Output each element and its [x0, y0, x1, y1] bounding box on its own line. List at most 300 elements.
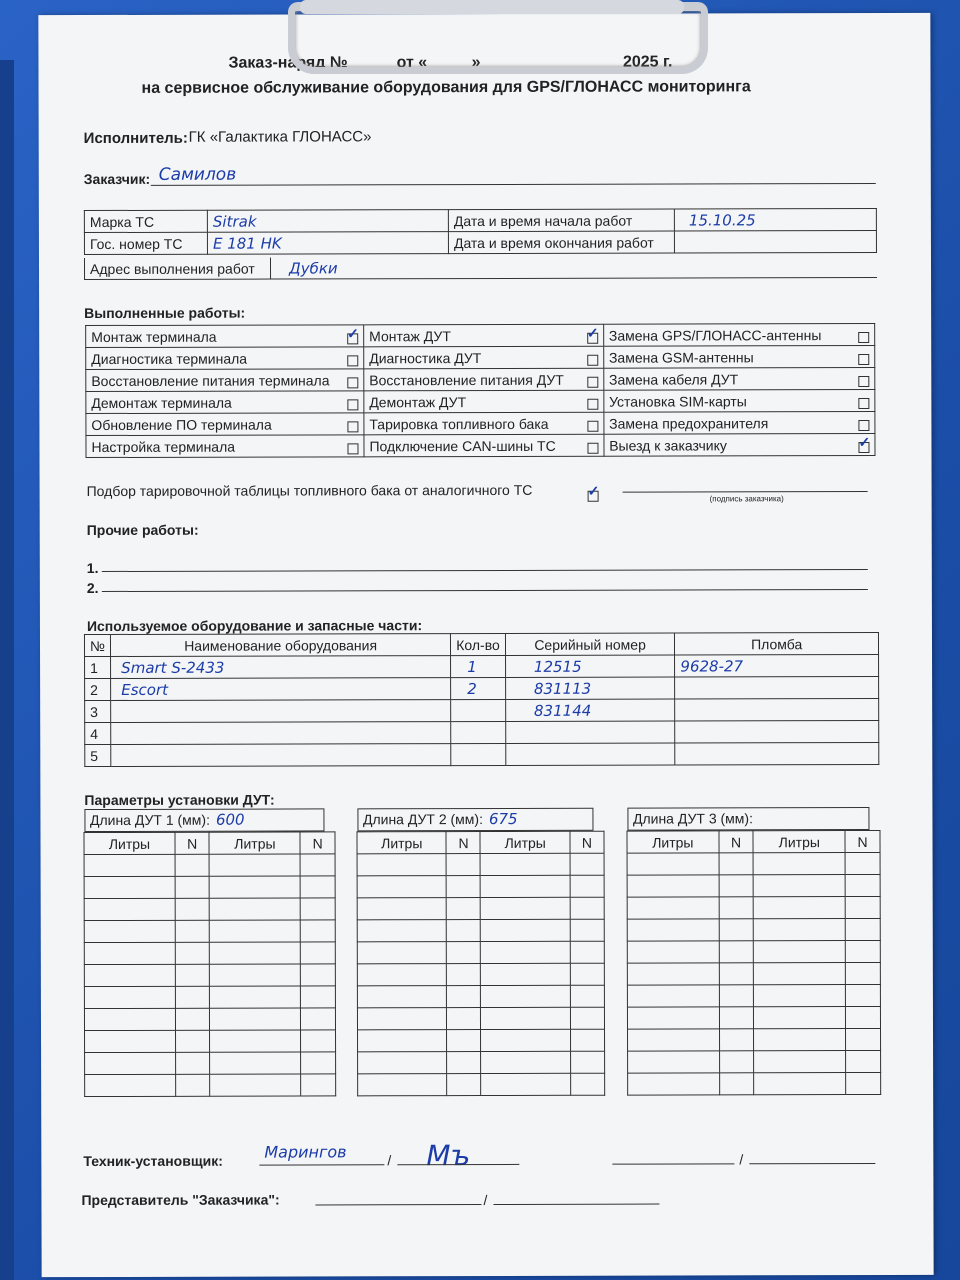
dut-cell[interactable] — [719, 1073, 754, 1095]
dut-cell[interactable] — [719, 941, 754, 963]
dut-cell[interactable] — [845, 962, 880, 984]
equipment-title: Используемое оборудование и запасные части: — [86, 617, 423, 635]
table-row — [84, 986, 335, 1009]
dut-cell[interactable] — [84, 854, 175, 876]
equipment-cell: 831113 — [505, 677, 675, 699]
dut-cell[interactable] — [301, 964, 336, 986]
dut-cell[interactable] — [84, 964, 175, 986]
works-cell — [603, 367, 874, 390]
work-item-label: Диагностика терминала — [91, 350, 248, 367]
table-row — [85, 720, 879, 744]
start-label: Дата и время начала работ — [448, 209, 674, 232]
dut-cell[interactable] — [210, 876, 301, 898]
dut-cell[interactable] — [481, 897, 571, 919]
work-item-checkbox[interactable] — [587, 332, 598, 343]
work-item-label: Замена GPS/ГЛОНАСС-антенны — [608, 326, 822, 344]
dut-cell[interactable] — [447, 1008, 481, 1030]
equipment-cell — [451, 699, 506, 721]
table-row — [84, 898, 335, 921]
dut-cell[interactable] — [627, 853, 719, 875]
works-title: Выполненные работы: — [84, 304, 246, 322]
dut-cell[interactable] — [210, 1030, 301, 1052]
dut-cell[interactable] — [301, 986, 336, 1008]
equipment-cell — [506, 743, 676, 765]
dut-column-header: N — [719, 831, 754, 853]
equipment-cell: Smart S-2433 — [111, 656, 451, 679]
dut-cell[interactable] — [846, 1050, 881, 1072]
dut-cell[interactable] — [358, 1030, 448, 1052]
equipment-header: № — [84, 634, 110, 656]
equipment-cell — [506, 721, 676, 743]
dut-cell[interactable] — [175, 964, 210, 986]
dut-cell[interactable] — [627, 897, 719, 919]
dut-cell[interactable] — [570, 985, 604, 1007]
dut-column-header: N — [570, 831, 604, 853]
work-item-checkbox[interactable] — [347, 333, 358, 344]
works-cell — [364, 390, 604, 413]
dut-cell[interactable] — [210, 920, 301, 942]
dut-cell[interactable] — [481, 919, 571, 941]
dut-cell[interactable] — [570, 1007, 604, 1029]
dut-cell[interactable] — [84, 942, 175, 964]
dut-cell[interactable] — [357, 986, 447, 1008]
table-row — [357, 941, 604, 964]
dut-cell[interactable] — [447, 986, 481, 1008]
dut-cell[interactable] — [85, 1030, 176, 1052]
dut-length-label: Длина ДУТ 3 (мм): — [632, 810, 753, 827]
dut-cell[interactable] — [176, 1074, 211, 1096]
work-item-checkbox[interactable] — [587, 442, 598, 453]
dut-cell[interactable] — [175, 876, 210, 898]
dut-cell[interactable] — [754, 1073, 846, 1095]
table-row — [84, 942, 335, 965]
dut-cell[interactable] — [301, 898, 336, 920]
dut-cell[interactable] — [754, 963, 846, 985]
works-cell — [86, 391, 364, 414]
work-item-checkbox[interactable] — [347, 399, 358, 410]
dut-cell[interactable] — [175, 1008, 210, 1030]
dut-cell[interactable] — [175, 898, 210, 920]
work-item-label: Тарировка топливного бака — [369, 415, 549, 432]
dut-cell[interactable] — [447, 898, 481, 920]
table-row — [627, 984, 880, 1007]
dut-column-header: Литры — [357, 832, 447, 854]
dut-cell[interactable] — [719, 1007, 754, 1029]
dut-cell[interactable] — [628, 1029, 720, 1051]
dut-cell[interactable] — [84, 920, 175, 942]
dut-cell[interactable] — [209, 854, 300, 876]
dut-cell[interactable] — [357, 942, 447, 964]
equipment-header: Наименование оборудования — [111, 634, 451, 657]
dut-cell[interactable] — [357, 1008, 447, 1030]
work-item-checkbox[interactable] — [858, 353, 869, 364]
dut-cell[interactable] — [627, 963, 719, 985]
other-works-title: Прочие работы: — [86, 521, 199, 539]
dut-cell[interactable] — [719, 919, 754, 941]
rep-label: Представитель "Заказчика": — [81, 1191, 280, 1209]
works-cell — [604, 411, 875, 434]
dut-cell[interactable] — [357, 876, 447, 898]
dut-length-label: Длина ДУТ 2 (мм): — [362, 811, 483, 828]
tech-name: Марингов — [264, 1142, 347, 1162]
plate-label: Гос. номер ТС — [84, 232, 207, 254]
dut-cell[interactable] — [481, 985, 571, 1007]
dut-cell[interactable] — [481, 1007, 571, 1029]
work-item-label: Демонтаж терминала — [91, 394, 232, 411]
table-row — [627, 962, 880, 985]
work-item-checkbox[interactable] — [858, 331, 869, 342]
work-item-checkbox[interactable] — [347, 443, 358, 454]
dut-cell[interactable] — [447, 1052, 481, 1074]
dut-cell[interactable] — [719, 985, 754, 1007]
dut-cell[interactable] — [628, 1073, 720, 1095]
dut-cell[interactable] — [719, 897, 754, 919]
equipment-cell — [451, 743, 506, 765]
dut-cell[interactable] — [447, 920, 481, 942]
dut-cell[interactable] — [754, 941, 846, 963]
dut-cell[interactable] — [358, 1052, 448, 1074]
equipment-cell: 1 — [85, 656, 111, 678]
equipment-cell: 4 — [85, 722, 111, 744]
dut-cell[interactable] — [845, 940, 880, 962]
executor-label: Исполнитель: — [83, 129, 188, 148]
dut-cell[interactable] — [84, 1008, 175, 1030]
dut-cell[interactable] — [845, 874, 880, 896]
work-item-checkbox[interactable] — [858, 419, 869, 430]
work-item-checkbox[interactable] — [858, 397, 869, 408]
works-cell — [604, 433, 875, 456]
equipment-cell — [111, 722, 451, 745]
dut-cell[interactable] — [175, 1030, 210, 1052]
equipment-cell: 3 — [85, 700, 111, 722]
table-row — [357, 897, 604, 920]
dut-cell[interactable] — [301, 1052, 336, 1074]
dut-cell[interactable] — [571, 1073, 605, 1095]
dut-cell[interactable] — [447, 1074, 481, 1096]
equipment-table — [84, 632, 879, 767]
table-row — [628, 1028, 881, 1051]
dut-title: Параметры установки ДУТ: — [84, 791, 275, 809]
dut-cell[interactable] — [627, 1007, 719, 1029]
dut-cell[interactable] — [357, 898, 447, 920]
equipment-cell: 831144 — [505, 699, 675, 721]
work-item-checkbox[interactable] — [347, 377, 358, 388]
dut-cell[interactable] — [210, 986, 301, 1008]
other-work-line-1 — [102, 569, 868, 572]
table-row — [85, 742, 879, 766]
dut-cell[interactable] — [210, 898, 301, 920]
dut-column-header: Литры — [480, 831, 570, 853]
works-cell — [603, 345, 874, 368]
dut-cell[interactable] — [210, 964, 301, 986]
works-cell — [364, 412, 604, 435]
address-table — [84, 256, 877, 280]
work-item-checkbox[interactable] — [587, 420, 598, 431]
dut-cell[interactable] — [570, 897, 604, 919]
dut-column-header: N — [446, 832, 480, 854]
dut-column-header: N — [845, 830, 880, 852]
customer-signature-line — [623, 491, 868, 493]
dut-cell[interactable] — [754, 853, 846, 875]
dut-cell[interactable] — [570, 941, 604, 963]
work-item-label: Монтаж терминала — [91, 328, 217, 345]
work-item-label: Замена кабеля ДУТ — [608, 370, 739, 388]
work-item-checkbox[interactable] — [347, 355, 358, 366]
works-cell — [364, 346, 604, 369]
header-subtitle: на сервисное обслуживание оборудования для GPS/ГЛОНАСС мониторинга — [141, 78, 751, 97]
dut-column-header: N — [175, 832, 210, 854]
dut-cell[interactable] — [846, 1006, 881, 1028]
work-item-label: Восстановление питания ДУТ — [369, 371, 564, 388]
dut-cell[interactable] — [210, 1074, 301, 1096]
work-item-checkbox[interactable] — [858, 375, 869, 386]
rep-signature-line — [493, 1204, 659, 1205]
dut-cell[interactable] — [301, 1008, 336, 1030]
dut-cell[interactable] — [719, 963, 754, 985]
dut-cell[interactable] — [481, 1051, 571, 1073]
works-table — [85, 323, 875, 458]
dut-cell[interactable] — [570, 919, 604, 941]
work-item-checkbox[interactable] — [347, 421, 358, 432]
tech-signature-line — [397, 1164, 519, 1165]
work-item-checkbox[interactable] — [587, 354, 598, 365]
dut-cell[interactable] — [719, 1051, 754, 1073]
table-row — [85, 1074, 336, 1097]
dut-cell[interactable] — [754, 1007, 846, 1029]
dut-cell[interactable] — [719, 853, 754, 875]
table-row — [628, 1072, 881, 1095]
work-item-label: Восстановление питания терминала — [91, 371, 330, 389]
dut-cell[interactable] — [447, 964, 481, 986]
work-item-label: Замена GSM-антенны — [608, 348, 754, 366]
dut-cell[interactable] — [627, 875, 719, 897]
table-row — [627, 874, 880, 897]
equipment-cell: 1 — [451, 655, 506, 677]
start-value: 15.10.25 — [674, 208, 876, 231]
dut-cell[interactable] — [447, 942, 481, 964]
work-item-checkbox[interactable] — [587, 376, 598, 387]
dut-column-header: N — [300, 832, 335, 854]
dut-cell[interactable] — [357, 854, 447, 876]
table-row — [358, 1073, 605, 1096]
tank-table-label: Подбор тарировочной таблицы топливного бака от аналогичного ТС — [86, 481, 533, 500]
dut-cell[interactable] — [358, 1074, 448, 1096]
tank-table-checkbox[interactable] — [588, 491, 599, 502]
dut-cell[interactable] — [447, 854, 481, 876]
dut-cell[interactable] — [571, 1051, 605, 1073]
work-item-label: Монтаж ДУТ — [369, 327, 451, 344]
dut-length-value: 675 — [488, 809, 518, 828]
table-row — [85, 676, 879, 700]
dut-cell[interactable] — [754, 897, 846, 919]
table-row — [84, 1008, 335, 1031]
dut-cell[interactable] — [481, 963, 571, 985]
dut-cell[interactable] — [754, 919, 846, 941]
table-row — [627, 918, 880, 941]
dut-cell[interactable] — [447, 1030, 481, 1052]
other-work-line-2 — [102, 589, 868, 592]
address-label: Адрес выполнения работ — [84, 258, 270, 280]
dut-cell[interactable] — [301, 1074, 336, 1096]
end-value — [674, 230, 876, 253]
dut-cell[interactable] — [300, 854, 335, 876]
work-item-label: Обновление ПО терминала — [91, 416, 272, 433]
works-cell — [364, 434, 604, 457]
dut-column-header: Литры — [627, 831, 719, 853]
dut-cell[interactable] — [570, 1029, 604, 1051]
dut-cell[interactable] — [754, 1051, 846, 1073]
table-row — [84, 920, 335, 943]
extra-name-line — [612, 1163, 734, 1164]
equipment-cell — [451, 721, 506, 743]
dut-cell[interactable] — [301, 920, 336, 942]
works-cell — [86, 413, 364, 436]
dut-cell[interactable] — [754, 985, 846, 1007]
dut-cell[interactable] — [845, 852, 880, 874]
dut-cell[interactable] — [85, 1074, 176, 1096]
work-item-checkbox[interactable] — [587, 398, 598, 409]
table-row — [627, 940, 880, 963]
equipment-cell: 9628-27 — [675, 654, 879, 677]
work-item-label: Установка SIM-карты — [609, 392, 747, 410]
work-item-label: Подключение CAN-шины ТС — [369, 437, 556, 454]
dut-cell[interactable] — [570, 853, 604, 875]
table-row — [358, 1029, 605, 1052]
works-cell — [364, 324, 604, 347]
tech-name-line — [259, 1164, 384, 1165]
table-row — [85, 654, 879, 678]
dut-cell[interactable] — [175, 986, 210, 1008]
table-row — [627, 852, 880, 875]
dut-cell[interactable] — [754, 1029, 846, 1051]
dut-cell[interactable] — [84, 986, 175, 1008]
work-item-label: Настройка терминала — [91, 438, 236, 455]
table-row — [627, 896, 880, 919]
header-title: Заказ-наряд №_____ от «_____»________________2025 г. — [228, 53, 673, 72]
equipment-cell: Escort — [111, 678, 451, 701]
table-row — [85, 1030, 336, 1053]
work-item-checkbox[interactable] — [858, 441, 869, 452]
dut-cell[interactable] — [481, 853, 571, 875]
dut-cell[interactable] — [570, 963, 604, 985]
table-row — [84, 964, 335, 987]
equipment-cell — [111, 700, 451, 723]
dut-cell[interactable] — [628, 1051, 720, 1073]
dut-cell[interactable] — [175, 854, 210, 876]
dut-block — [626, 807, 881, 1096]
table-row — [627, 1006, 880, 1029]
dut-cell[interactable] — [481, 1073, 571, 1095]
table-row — [357, 1007, 604, 1030]
dut-cell[interactable] — [210, 1008, 301, 1030]
dut-cell[interactable] — [447, 876, 481, 898]
dut-cell[interactable] — [481, 875, 571, 897]
dut-cell[interactable] — [754, 875, 846, 897]
dut-column-header: Литры — [753, 831, 845, 853]
equipment-cell — [111, 744, 451, 767]
dut-cell[interactable] — [84, 876, 175, 898]
works-cell — [86, 369, 364, 392]
tech-label: Техник-установщик: — [83, 1152, 223, 1170]
dut-cell[interactable] — [719, 875, 754, 897]
dut-cell[interactable] — [210, 942, 301, 964]
equipment-cell — [675, 720, 879, 743]
dut-cell[interactable] — [627, 919, 719, 941]
clipboard-clip-bar — [300, 0, 684, 14]
equipment-cell — [675, 698, 879, 721]
table-row — [84, 854, 335, 877]
table-row — [85, 698, 879, 722]
table-row — [357, 963, 604, 986]
dut-cell[interactable] — [846, 1028, 881, 1050]
dut-cell[interactable] — [301, 942, 336, 964]
dut-cell[interactable] — [845, 918, 880, 940]
works-cell — [364, 368, 604, 391]
equipment-cell: 5 — [85, 744, 111, 766]
dut-cell[interactable] — [627, 985, 719, 1007]
dut-column-header: Литры — [84, 832, 175, 854]
dut-cell[interactable] — [175, 942, 210, 964]
equipment-cell: 2 — [85, 678, 111, 700]
dut-cell[interactable] — [85, 1052, 176, 1074]
table-row — [358, 1051, 605, 1074]
equipment-cell — [675, 742, 879, 765]
work-item-label: Диагностика ДУТ — [369, 349, 482, 366]
end-label: Дата и время окончания работ — [448, 231, 674, 254]
dut-cell[interactable] — [84, 898, 175, 920]
dut-cell[interactable] — [627, 941, 719, 963]
dut-cell[interactable] — [481, 941, 571, 963]
work-item-label: Демонтаж ДУТ — [369, 393, 467, 410]
brand-value: Sitrak — [207, 210, 448, 233]
dut-cell[interactable] — [719, 1029, 754, 1051]
other-work-number-2: 2. — [86, 580, 99, 597]
dut-cell[interactable] — [301, 1030, 336, 1052]
dut-cell[interactable] — [845, 896, 880, 918]
plate-value: E 181 HK — [207, 232, 448, 255]
work-order-sheet: Заказ-наряд №_____ от «_____»________________2025 г. на сервисное обслуживание оборудования для GPS/ГЛОНАСС мониторинга Исполнитель: ГК «Галактика ГЛОНАСС» Заказчик: Самилов Марка ТС Sitrak Дата и время начала работ 15.10.25 Гос. номер ТС E 181 HK Дата и время окончания работ Адрес выполнения работ Дубки Выполненные работы: Монтаж терминала ✓ Монтаж ДУТ ✓ Замена GPS/ГЛОНАСС-антенны Диагностика терминала Диагностика ДУТ Замена GSM-антенны Восстановление питания терминала Восстановление питания ДУТ Замена кабеля ДУТ Демонтаж терминала Демонтаж ДУТ Установка SIM-карты Обновление ПО терминала Тарировка топливного бака Замена предохранителя Настройка терминала Подключение CAN-шины ТС Выезд к заказчику ✓ Подбор тарировочной таблицы топливного бака от аналогичного ТС ✓ (подпись заказчика) Прочие работы: 1. 2. Используемое оборудование и запасные части: № Наименование оборудования Кол-во Серийный номер Пломба 1 Smart S-2433 1 12515 9628-27 2 Escort 2 831113 3 831144 4 5 Параметры установки ДУТ: Длина ДУТ 1 (мм): 600 Литры N Литры N Длина ДУТ 2 (мм): 675 Литры N Литры N Длина ДУТ 3 (мм): Литры N Литры N Техник-установщик: Марингов / Мъ / Представитель "Заказчика": / — [38, 13, 933, 1277]
dut-column-header: Литры — [209, 832, 300, 854]
equipment-cell: 2 — [451, 677, 506, 699]
dut-cell[interactable] — [481, 1029, 571, 1051]
dut-cell[interactable] — [300, 876, 335, 898]
dut-cell[interactable] — [846, 1072, 881, 1094]
dut-cell[interactable] — [570, 875, 604, 897]
dut-cell[interactable] — [357, 964, 447, 986]
equipment-header: Пломба — [675, 632, 879, 655]
dut-cell[interactable] — [175, 920, 210, 942]
executor-value: ГК «Галактика ГЛОНАСС» — [188, 128, 372, 146]
table-row — [84, 876, 335, 899]
works-cell — [603, 323, 874, 346]
dut-cell[interactable] — [210, 1052, 301, 1074]
dut-cell[interactable] — [845, 984, 880, 1006]
works-cell — [604, 389, 875, 412]
dut-cell[interactable] — [175, 1052, 210, 1074]
works-cell — [86, 435, 364, 458]
dut-cell[interactable] — [357, 920, 447, 942]
other-work-number-1: 1. — [86, 560, 99, 577]
table-row — [628, 1050, 881, 1073]
table-row — [357, 853, 604, 876]
customer-label: Заказчик: — [83, 170, 151, 188]
table-row — [85, 1052, 336, 1075]
work-item-label: Выезд к заказчику — [609, 436, 727, 454]
address-value: Дубки — [270, 256, 877, 279]
customer-value: Самилов — [158, 164, 237, 185]
rep-name-line — [315, 1204, 481, 1205]
extra-signature-line — [749, 1163, 875, 1164]
